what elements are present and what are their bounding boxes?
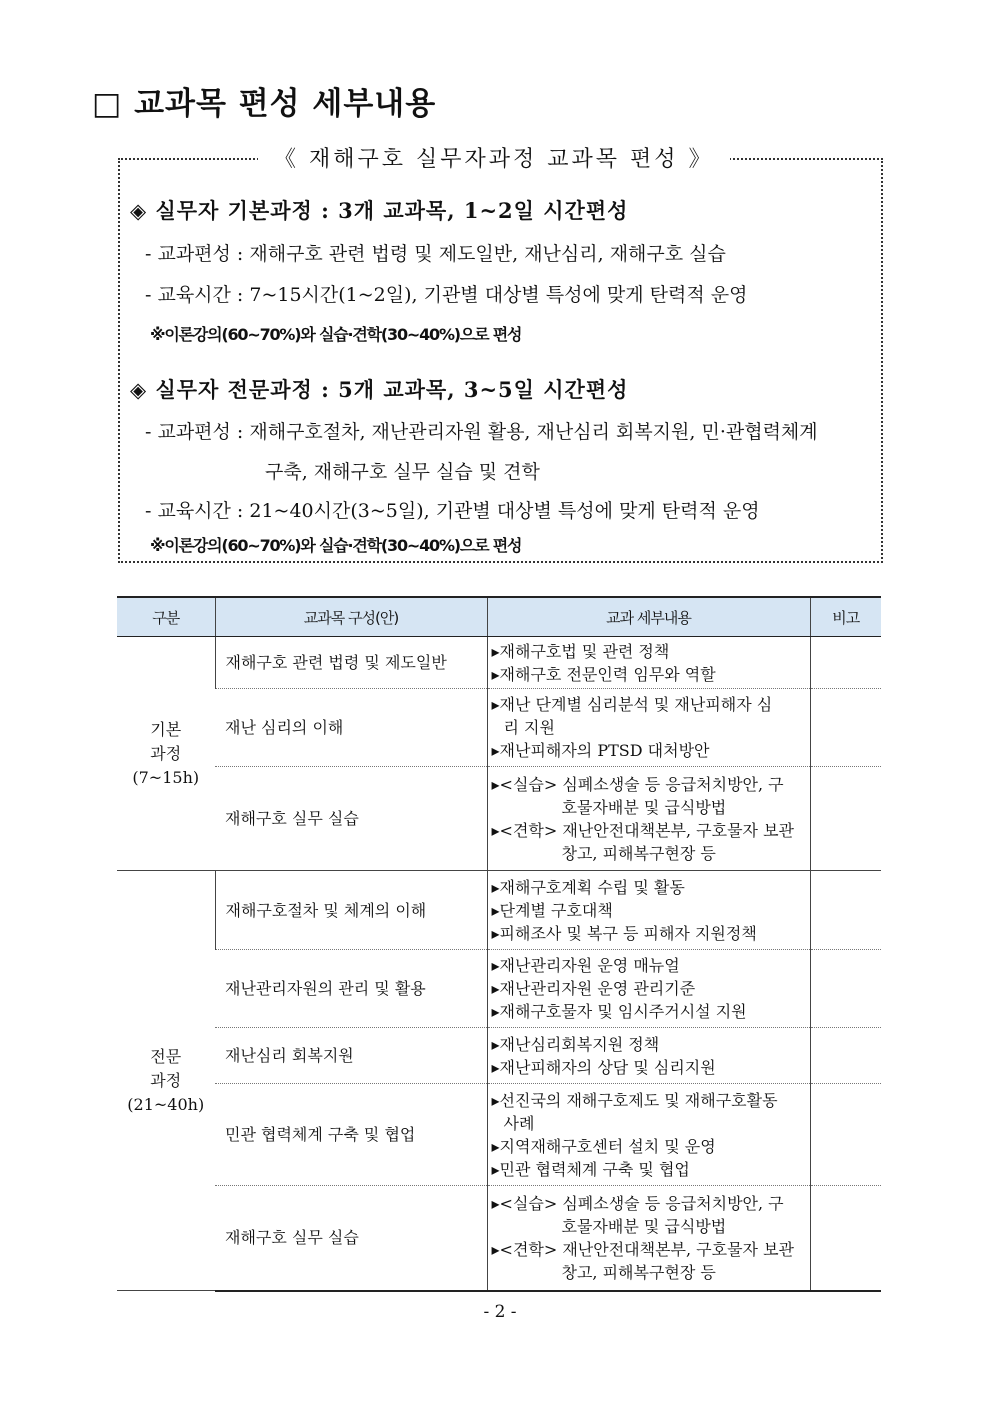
detail-line: ▸재난심리회복지원 정책 (491, 1034, 660, 1054)
detail-line: ▸민관 협력체계 구축 및 협업 (491, 1159, 690, 1179)
page-title (92, 78, 436, 123)
detail-line: ▸선진국의 재해구호제도 및 재해구호활동 (491, 1090, 778, 1110)
detail-line: 호물자배분 및 급식방법 (561, 1216, 727, 1236)
basic-note: ※이론강의(60~70%)와 실습·견학(30~40%)으로 편성 (150, 325, 522, 344)
table-row (117, 1084, 881, 1186)
advanced-course-header: ◈ 실무자 전문과정 : 5개 교과목, 3~5일 시간편성 (130, 377, 629, 402)
category-line: 과정 (150, 1070, 182, 1090)
details-cell (487, 1084, 810, 1186)
advanced-note: ※이론강의(60~70%)와 실습·견학(30~40%)으로 편성 (150, 536, 522, 555)
table-row (117, 871, 881, 950)
detail-line: ▸재난관리자원 운영 매뉴얼 (491, 956, 680, 975)
detail-line: ▸<실습> 심폐소생술 등 응급처치방안, 구 (491, 774, 784, 794)
details-cell (487, 1186, 810, 1291)
header-subject: 교과목 구성(안) (215, 597, 487, 637)
detail-line: 창고, 피해복구현장 등 (561, 843, 716, 863)
table-row (117, 689, 881, 767)
subject-cell: 재해구호 실무 실습 (215, 1186, 487, 1291)
detail-line: 창고, 피해복구현장 등 (561, 1262, 716, 1282)
category-line: 기본 (150, 719, 182, 739)
table-row (117, 1186, 881, 1291)
subject-cell: 민관 협력체계 구축 및 협업 (215, 1084, 487, 1186)
table-row (117, 637, 881, 689)
title-text: 교과목 편성 세부내용 (134, 86, 437, 122)
subject-cell: 재해구호 실무 실습 (215, 767, 487, 871)
subject-cell: 재난심리 회복지원 (215, 1028, 487, 1084)
detail-line: ▸재해구호법 및 관련 정책 (491, 641, 670, 661)
remarks-cell (810, 689, 881, 767)
details-cell (487, 1028, 810, 1084)
detail-line: 사례 (503, 1113, 535, 1133)
page-number: - 2 - (483, 1302, 517, 1322)
detail-line: ▸재해구호물자 및 임시주거시설 지원 (491, 1002, 747, 1021)
details-cell (487, 950, 810, 1028)
remarks-cell (810, 637, 881, 689)
category-line: (21~40h) (127, 1094, 205, 1114)
category-advanced (117, 871, 215, 1291)
basic-course-header: ◈ 실무자 기본과정 : 3개 교과목, 1~2일 시간편성 (130, 198, 629, 223)
advanced-composition: - 교과편성 : 재해구호절차, 재난관리자원 활용, 재난심리 회복지원, 민·관협력체계 (145, 421, 818, 443)
curriculum-table (117, 596, 881, 1292)
detail-line: ▸재난 단계별 심리분석 및 재난피해자 심 (491, 695, 773, 714)
remarks-cell (810, 1186, 881, 1291)
table-row (117, 950, 881, 1028)
checkbox-icon: □ (92, 86, 123, 122)
subject-cell: 재난관리자원의 관리 및 활용 (215, 950, 487, 1028)
details-cell (487, 767, 810, 871)
detail-line: 호물자배분 및 급식방법 (561, 797, 727, 817)
detail-line: ▸<견학> 재난안전대책본부, 구호물자 보관 (491, 820, 794, 840)
remarks-cell (810, 1084, 881, 1186)
details-cell (487, 637, 810, 689)
detail-line: ▸피해조사 및 복구 등 피해자 지원정책 (491, 923, 757, 943)
subject-cell: 재난 심리의 이해 (215, 689, 487, 767)
remarks-cell (810, 767, 881, 871)
detail-line: ▸재난관리자원 운영 관리기준 (491, 979, 696, 998)
detail-line: ▸재해구호 전문인력 임무와 역할 (491, 664, 716, 684)
detail-line: ▸<실습> 심폐소생술 등 응급처치방안, 구 (491, 1193, 784, 1213)
header-category: 구분 (117, 597, 215, 637)
advanced-composition-cont: 구축, 재해구호 실무 실습 및 견학 (265, 461, 540, 483)
detail-line: ▸재난피해자의 PTSD 대처방안 (491, 741, 710, 760)
header-details: 교과 세부내용 (487, 597, 810, 637)
category-line: (7~15h) (132, 767, 200, 787)
table-header-row (117, 597, 881, 637)
detail-line: ▸지역재해구호센터 설치 및 운영 (491, 1136, 716, 1156)
detail-line: ▸재해구호계획 수립 및 활동 (491, 877, 685, 897)
subject-cell: 재해구호절차 및 체계의 이해 (215, 871, 487, 950)
category-basic (117, 637, 215, 871)
summary-box-title: 《 재해구호 실무자과정 교과목 편성 》 (258, 142, 730, 173)
advanced-hours: - 교육시간 : 21~40시간(3~5일), 기관별 대상별 특성에 맞게 탄력적 운영 (145, 500, 760, 522)
category-line: 과정 (150, 743, 182, 763)
remarks-cell (810, 871, 881, 950)
table-row (117, 1028, 881, 1084)
detail-line: ▸단계별 구호대책 (491, 900, 613, 920)
remarks-cell (810, 1028, 881, 1084)
subject-cell: 재해구호 관련 법령 및 제도일반 (215, 637, 487, 689)
detail-line: 리 지원 (503, 718, 555, 737)
table-row (117, 767, 881, 871)
basic-composition: - 교과편성 : 재해구호 관련 법령 및 제도일반, 재난심리, 재해구호 실습 (145, 243, 726, 265)
basic-hours: - 교육시간 : 7~15시간(1~2일), 기관별 대상별 특성에 맞게 탄력적 운영 (145, 284, 748, 306)
detail-line: ▸재난피해자의 상담 및 심리지원 (491, 1057, 716, 1077)
category-line: 전문 (150, 1046, 182, 1066)
details-cell (487, 689, 810, 767)
header-remarks: 비고 (810, 597, 881, 637)
details-cell (487, 871, 810, 950)
remarks-cell (810, 950, 881, 1028)
detail-line: ▸<견학> 재난안전대책본부, 구호물자 보관 (491, 1239, 794, 1259)
